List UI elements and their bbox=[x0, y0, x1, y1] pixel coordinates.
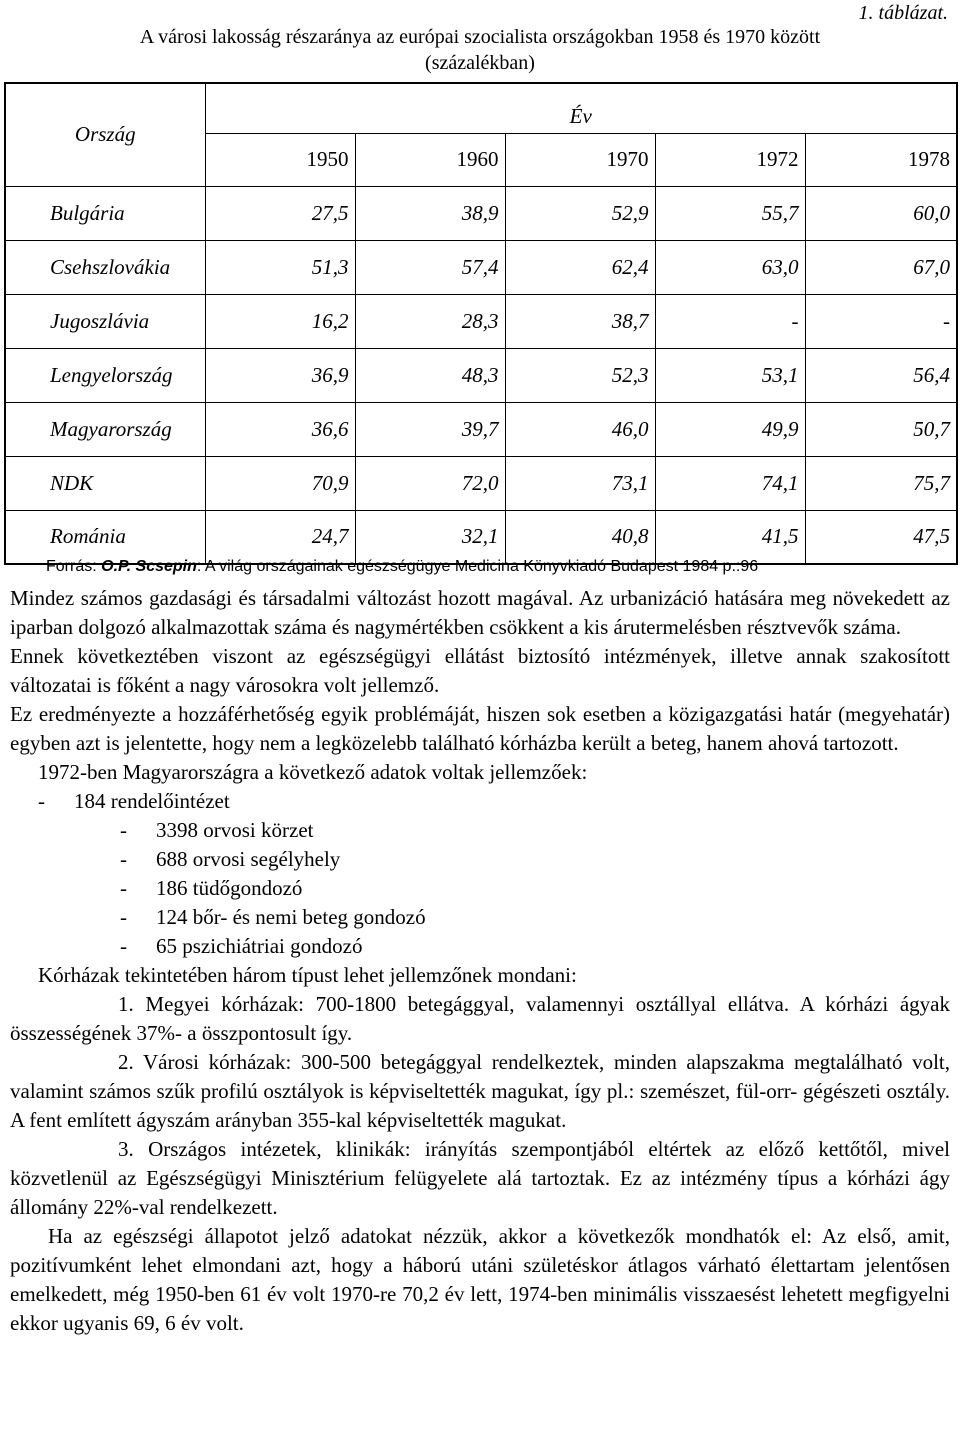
table-body bbox=[5, 186, 957, 564]
value-cell: 28,3 bbox=[355, 294, 505, 348]
country-header: Ország bbox=[5, 83, 205, 186]
value-cell: 51,3 bbox=[205, 240, 355, 294]
value-cell: 62,4 bbox=[505, 240, 655, 294]
source-rest: : A világ országainak egészségügye Medicina Könyvkiadó Budapest 1984 p.:96 bbox=[196, 558, 759, 575]
country-cell: Bulgária bbox=[5, 186, 205, 240]
value-cell: 57,4 bbox=[355, 240, 505, 294]
year-cell: 1978 bbox=[805, 133, 957, 186]
value-cell: 53,1 bbox=[655, 348, 805, 402]
value-cell: 56,4 bbox=[805, 348, 957, 402]
numbered-item: 2. Városi kórházak: 300-500 betegággyal rendelkeztek, minden alapszakma megtalálható volt, valamint számos szűk profilú osztályok is képviseltették magukat, így pl.: szemészet, fül-orr- gégészeti osztály. A fent említett ágyszám arányban 355-kal képviseltették magukat. bbox=[10, 1050, 950, 1132]
country-cell: Magyarország bbox=[5, 402, 205, 456]
table-row bbox=[5, 348, 957, 402]
country-cell: Románia bbox=[5, 510, 205, 564]
table-title: A városi lakosság részaránya az európai szocialista országokban 1958 és 1970 között bbox=[139, 26, 821, 48]
value-cell: 75,7 bbox=[805, 456, 957, 510]
table-row bbox=[5, 456, 957, 510]
value-cell: 52,9 bbox=[505, 186, 655, 240]
table-row bbox=[5, 240, 957, 294]
value-cell: 24,7 bbox=[205, 510, 355, 564]
value-cell: 60,0 bbox=[805, 186, 957, 240]
value-cell: 52,3 bbox=[505, 348, 655, 402]
sub-list-item-text: 124 bőr- és nemi beteg gondozó bbox=[156, 905, 426, 929]
list-item: - 184 rendelőintézet bbox=[10, 787, 950, 816]
value-cell: 72,0 bbox=[355, 456, 505, 510]
sub-list-item: - 124 bőr- és nemi beteg gondozó bbox=[10, 903, 950, 932]
year-cell: 1970 bbox=[505, 133, 655, 186]
table-label: 1. táblázat. bbox=[858, 2, 948, 24]
value-cell: 55,7 bbox=[655, 186, 805, 240]
value-cell: 46,0 bbox=[505, 402, 655, 456]
source-author: O.P. Scsepin bbox=[101, 558, 197, 575]
country-cell: NDK bbox=[5, 456, 205, 510]
numbered-item: 1. Megyei kórházak: 700-1800 betegággyal, valamennyi osztállyal ellátva. A kórházi ágyak összességének 37%- a összpontosult így. bbox=[10, 992, 950, 1045]
value-cell: 63,0 bbox=[655, 240, 805, 294]
paragraph: Ha az egészségi állapotot jelző adatokat nézzük, akkor a következők mondhatók el: Az első, amit, pozitívumként lehet elmondani azt, hogy a háború utáni születéskor átlagos várható élettartam jelentősen emelkedett, még 1950-ben 61 év volt 1970-re 70,2 év lett, 1974-ben minimális visszaesést lehetett megfigyelni ekkor ugyanis 69, 6 év volt. bbox=[10, 1224, 950, 1335]
value-cell: 73,1 bbox=[505, 456, 655, 510]
year-header: Év bbox=[205, 83, 957, 133]
sub-list-item-text: 3398 orvosi körzet bbox=[156, 818, 314, 842]
paragraph: Kórházak tekintetében három típust lehet jellemzőnek mondani: bbox=[38, 963, 577, 987]
sub-list-item-text: 65 pszichiátriai gondozó bbox=[156, 934, 363, 958]
value-cell: 36,6 bbox=[205, 402, 355, 456]
table-row bbox=[5, 402, 957, 456]
year-cell: 1960 bbox=[355, 133, 505, 186]
data-table bbox=[4, 82, 958, 565]
body-text bbox=[10, 584, 950, 1338]
value-cell: 40,8 bbox=[505, 510, 655, 564]
value-cell: 48,3 bbox=[355, 348, 505, 402]
sub-list-item-text: 186 tüdőgondozó bbox=[156, 876, 303, 900]
country-cell: Csehszlovákia bbox=[5, 240, 205, 294]
table-row bbox=[5, 186, 957, 240]
value-cell: 39,7 bbox=[355, 402, 505, 456]
value-cell: 50,7 bbox=[805, 402, 957, 456]
table-subtitle: (százalékban) bbox=[425, 52, 535, 74]
sub-list-item: - 186 tüdőgondozó bbox=[10, 874, 950, 903]
value-cell: 49,9 bbox=[655, 402, 805, 456]
value-cell: 67,0 bbox=[805, 240, 957, 294]
value-cell: 47,5 bbox=[805, 510, 957, 564]
paragraph: 1972-ben Magyarországra a következő adatok voltak jellemzőek: bbox=[38, 760, 588, 784]
sub-list-item-text: 688 orvosi segélyhely bbox=[156, 847, 341, 871]
value-cell: 38,9 bbox=[355, 186, 505, 240]
country-cell: Jugoszlávia bbox=[5, 294, 205, 348]
sub-list bbox=[10, 816, 950, 961]
value-cell: 27,5 bbox=[205, 186, 355, 240]
source-prefix: Forrás: bbox=[46, 558, 102, 575]
country-cell: Lengyelország bbox=[5, 348, 205, 402]
list-item-text: 184 rendelőintézet bbox=[74, 789, 230, 813]
value-cell: 70,9 bbox=[205, 456, 355, 510]
value-cell: 36,9 bbox=[205, 348, 355, 402]
value-cell: - bbox=[655, 294, 805, 348]
value-cell: 32,1 bbox=[355, 510, 505, 564]
sub-list-item: - 65 pszichiátriai gondozó bbox=[10, 932, 950, 961]
paragraph: Ez eredményezte a hozzáférhetőség egyik problémáját, hiszen sok esetben a közigazgatási határ (megyehatár) egyben azt is jelentette, hogy nem a legközelebb található kórházba került a beteg, hanem ahová tartozott. bbox=[10, 702, 950, 755]
numbered-item: 3. Országos intézetek, klinikák: irányítás szempontjából eltértek az előző kettőtől, mivel közvetlenül az Egészségügyi Minisztérium felügyelete alá tartoztak. Ez az intézmény típus a kórházi ágy állomány 22%-val rendelkezett. bbox=[10, 1137, 950, 1219]
table-header-row bbox=[5, 83, 957, 133]
sub-list-item: - 3398 orvosi körzet bbox=[10, 816, 950, 845]
year-cell: 1950 bbox=[205, 133, 355, 186]
table-row bbox=[5, 510, 957, 564]
value-cell: - bbox=[805, 294, 957, 348]
table-row bbox=[5, 294, 957, 348]
value-cell: 41,5 bbox=[655, 510, 805, 564]
value-cell: 16,2 bbox=[205, 294, 355, 348]
year-cell: 1972 bbox=[655, 133, 805, 186]
paragraph: Ennek következtében viszont az egészségügyi ellátást biztosító intézmények, illetve annak szakosított változatai is főként a nagy városokra volt jellemző. bbox=[10, 644, 950, 697]
sub-list-item: - 688 orvosi segélyhely bbox=[10, 845, 950, 874]
source-note bbox=[46, 558, 758, 576]
value-cell: 38,7 bbox=[505, 294, 655, 348]
paragraph: Mindez számos gazdasági és társadalmi változást hozott magával. Az urbanizáció hatására meg növekedett az iparban dolgozó alkalmazottak száma és nagymértékben csökkent a kis árutermelésben résztvevők száma. bbox=[10, 586, 950, 639]
value-cell: 74,1 bbox=[655, 456, 805, 510]
